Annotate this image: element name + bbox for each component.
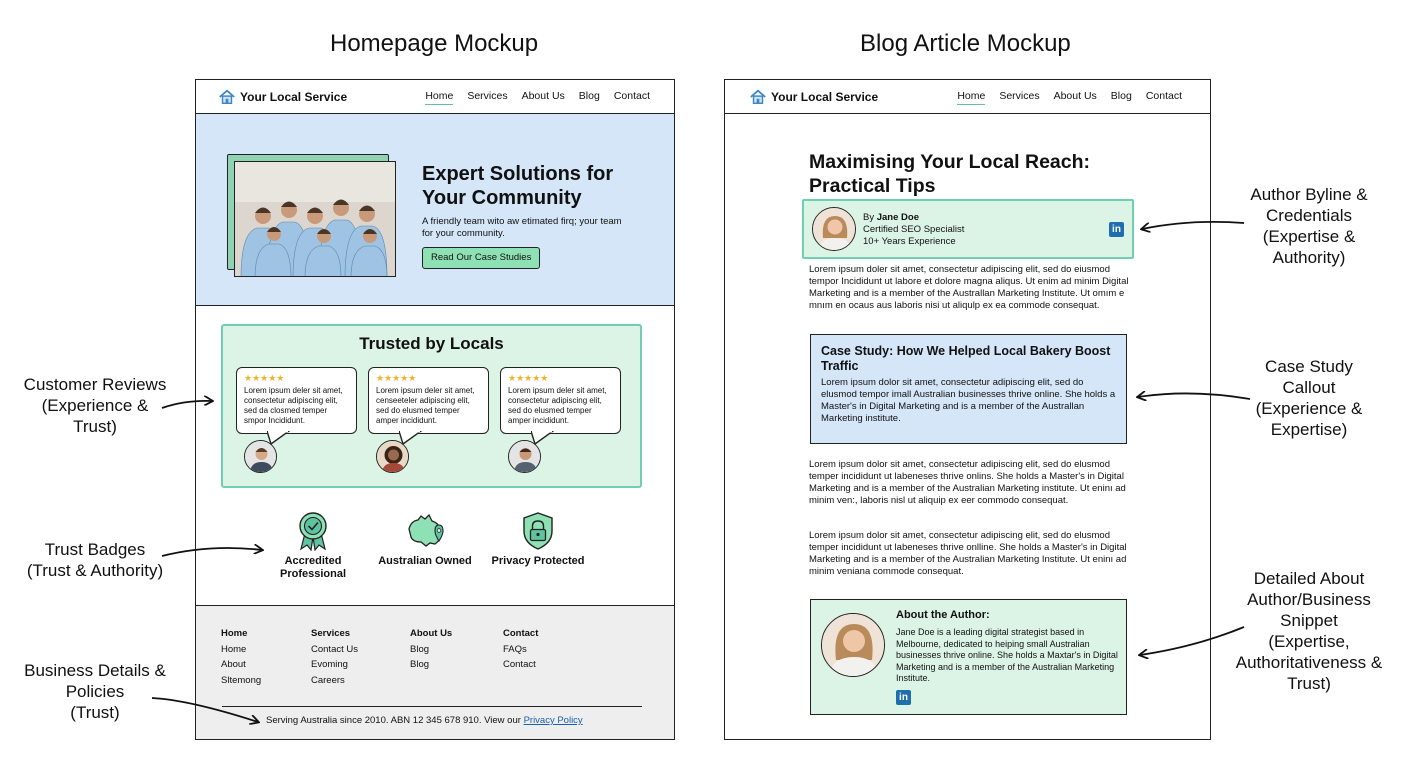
about-author-body: Jane Doe is a leading digital strategist based in Melbourne, dedicated to heiping small Australian businesses thrive online. She holds a Maxtar's in Digital Marketing and is a member of the Australian Marketing Institute. <box>896 627 1118 683</box>
author-name[interactable]: Jane Doe <box>876 212 919 223</box>
blog-mockup-title: Blog Article Mockup <box>860 30 1071 57</box>
house-icon <box>749 88 767 106</box>
site-name: Your Local Service <box>771 90 879 104</box>
nav-services[interactable]: Services <box>467 90 508 102</box>
linkedin-icon[interactable]: in <box>896 690 911 705</box>
author-experience: 10+ Years Experience <box>863 236 956 247</box>
review-text: Lorem ipsum deler sit amet, consectetur adipiscing elit, sed da closmed temper smpor Incididunt. <box>244 386 343 425</box>
reviews-title: Trusted by Locals <box>359 334 504 353</box>
badge-label: Australian Owned <box>378 555 472 567</box>
annotation-trust-badges: Trust Badges (Trust & Authority) <box>26 540 164 580</box>
hero-section <box>196 114 674 306</box>
star-rating: ★★★★★ <box>376 373 417 383</box>
site-logo[interactable] <box>218 88 347 106</box>
nav-blog[interactable]: Blog <box>1110 90 1132 102</box>
nav-contact[interactable]: Contact <box>1145 90 1182 102</box>
ribbon-check-icon <box>295 511 331 551</box>
business-details: Serving Australia since 2010. ABN 12 345 678 910. View our <box>266 715 524 726</box>
reviewer-avatar <box>376 440 409 473</box>
footer-link[interactable]: FAQs <box>503 643 527 655</box>
review-card <box>368 367 489 434</box>
about-author-box <box>810 599 1127 715</box>
footer-column-contact <box>503 626 538 673</box>
footer-link[interactable]: Home <box>221 643 247 655</box>
nav-blog[interactable]: Blog <box>578 90 600 102</box>
nav-about[interactable]: About Us <box>1053 90 1097 102</box>
article-paragraph: Lorem ipsum dolor sit amet, consectetur adipiscing elit, sed do elusmod temper incididunt ut labeneses thrive onlins. She holds a Master's in Digital Marketing and is a member of the Australian Marketing institute. Ut eninı ad minim ven:, laboris nisl ut aliquip ex eer commodo consequat. <box>809 459 1126 506</box>
linkedin-icon[interactable]: in <box>1109 222 1124 237</box>
article-paragraph: Lorem ipsum dolor sit amet, consectetur adipiscing elit, sed do elusmod temper incididunt ut labeneses thrive onlline. She holds a Master's in Digital Marketing and is a member of the Australian Marketing Institute. Ut eninı ad minim veniana commode consequat. <box>809 530 1127 577</box>
homepage-nav <box>196 80 674 114</box>
badge-label: Privacy Protected <box>491 555 585 567</box>
case-study-body: Lorem ipsum dolor sit amet, consectetur adipiscing elit, sed do elusmod tempor imall Australian businesses thrive online. She holds a Master's in Digital Marketing and is a member of the Australlan Marketing institute. <box>821 377 1116 424</box>
footer-heading: Services <box>311 628 351 639</box>
case-study-title: Case Study: How We Helped Local Bakery Boost Traffic <box>821 344 1111 373</box>
author-avatar <box>812 207 856 251</box>
badge-australian-owned <box>375 511 475 568</box>
hero-subtitle: A friendly team wito aw etimated firq; your team for your community. <box>422 216 622 239</box>
homepage-mockup <box>195 79 675 740</box>
nav-services[interactable]: Services <box>999 90 1040 102</box>
about-author-avatar <box>821 613 885 677</box>
blog-mockup <box>724 79 1211 740</box>
star-rating: ★★★★★ <box>244 373 285 383</box>
annotation-author-byline: Author Byline & Credentials (Expertise & Authority) <box>1250 185 1368 267</box>
team-photo <box>234 161 396 277</box>
badge-privacy <box>488 511 588 568</box>
site-logo[interactable] <box>749 88 878 106</box>
nav-links <box>957 90 1182 105</box>
review-card <box>500 367 621 434</box>
blog-nav <box>725 80 1210 114</box>
author-info <box>863 212 964 248</box>
nav-contact[interactable]: Contact <box>613 90 650 102</box>
article-paragraph: Lorem ipsum doler sit amet, consectetur adipiscing elit, sed do eiusmod tempor Incididunt ut labore et dolore magna aliqus. Ut enim ad minim Digital Marketing and is a member of the Australlan Marketing Institute. Ut omım e mnım en ocaus aus laboris nisi ut aliqulp ex ea commode consequat. <box>809 264 1129 311</box>
author-byline <box>802 199 1134 259</box>
privacy-policy-link[interactable]: Privacy Policy <box>523 715 583 726</box>
homepage-footer <box>196 605 674 739</box>
nav-links <box>425 90 650 105</box>
homepage-mockup-title: Homepage Mockup <box>330 30 539 57</box>
footer-link[interactable]: Contact Us <box>311 643 358 655</box>
footer-link[interactable]: Blog <box>410 659 430 670</box>
nav-home[interactable]: Home <box>957 90 985 105</box>
footer-link[interactable]: Evoming <box>311 659 348 670</box>
annotation-customer-reviews: Customer Reviews (Experience & Trust) <box>23 375 167 436</box>
footer-link[interactable]: Sltemong <box>221 674 262 686</box>
house-icon <box>218 88 236 106</box>
australia-map-pin-icon <box>405 511 445 551</box>
byline-prefix: By <box>863 212 877 223</box>
reviews-section <box>221 324 642 488</box>
review-text: Lorem ipsum deler sit amet, censeeteler adipiscing elit, sed do elusmed temper amper incididunt. <box>376 386 475 425</box>
footer-heading: Contact <box>503 628 539 639</box>
footer-column-services <box>311 626 358 688</box>
hero-title: Expert Solutions for Your Community <box>422 163 614 209</box>
shield-lock-icon <box>521 511 555 551</box>
reviewer-avatar <box>508 440 541 473</box>
footer-link[interactable]: Contact <box>503 659 536 670</box>
case-study-callout <box>810 334 1127 444</box>
footer-link[interactable]: About <box>221 659 246 670</box>
footer-business-note <box>266 715 583 726</box>
badge-label: Accredited Professional <box>279 555 347 580</box>
nav-home[interactable]: Home <box>425 90 453 105</box>
review-card <box>236 367 357 434</box>
footer-heading: Home <box>221 628 248 639</box>
footer-divider <box>222 706 642 707</box>
article-title: Maximising Your Local Reach: Practical Tips <box>809 151 1091 197</box>
star-rating: ★★★★★ <box>508 373 549 383</box>
annotation-about-snippet: Detailed About Author/Business Snippet (Expertise, Authoritativeness & Trust) <box>1235 569 1383 693</box>
annotation-business-details: Business Details & Policies (Trust) <box>24 661 166 722</box>
footer-link[interactable]: Careers <box>311 674 345 686</box>
footer-column-about <box>410 626 452 673</box>
badge-accredited <box>263 511 363 581</box>
about-author-title: About the Author: <box>896 609 990 621</box>
footer-link[interactable]: Blog <box>410 643 430 655</box>
review-text: Lorem ipsum deler sit amet, consectetur adipiscing elit, sed do elusmed temper amper incididunt. <box>508 386 607 425</box>
footer-column-home <box>221 626 261 688</box>
nav-about[interactable]: About Us <box>521 90 565 102</box>
reviewer-avatar <box>244 440 277 473</box>
author-credential: Certified SEO Specialist <box>863 224 965 235</box>
read-case-studies-button[interactable]: Read Our Case Studies <box>422 247 540 269</box>
footer-heading: About Us <box>410 628 453 639</box>
site-name: Your Local Service <box>240 90 348 104</box>
annotation-case-study: Case Study Callout (Experience & Expertise) <box>1255 357 1363 439</box>
